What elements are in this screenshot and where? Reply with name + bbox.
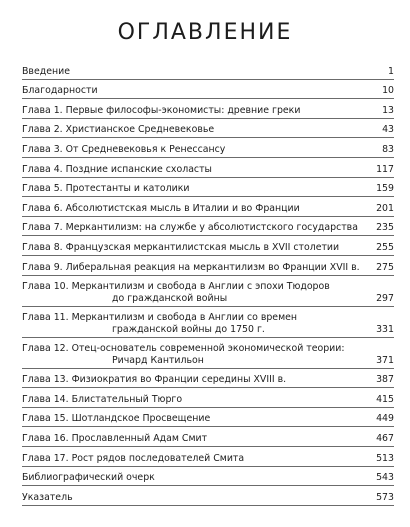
toc-entry [22, 217, 394, 237]
toc-entry-title [22, 374, 366, 386]
toc-entry [22, 236, 394, 256]
toc-entry-title-continuation: гражданской войны до 1750 г. [112, 323, 265, 335]
toc-entry-page-number: 1 [388, 65, 394, 77]
toc-entry-page-number: 43 [382, 124, 394, 136]
toc-entry-title-continuation: Ричард Кантильон [112, 354, 204, 366]
toc-entry-title-line: Глава 8. Французская меркантилистская мысль в XVII столетии [22, 241, 340, 253]
toc-entry [22, 427, 394, 447]
toc-entry-page-number: 371 [376, 354, 394, 366]
toc-entry [22, 119, 394, 139]
toc-entry-title-line: Введение [22, 65, 70, 77]
toc-entry [22, 388, 394, 408]
toc-entry-title [22, 164, 366, 176]
page-title: ОГЛАВЛЕНИЕ [117, 20, 293, 45]
toc-entry-title [22, 472, 366, 484]
toc-entry-page-number: 275 [376, 261, 394, 273]
toc-entry [22, 467, 394, 487]
toc-entry-title-line: Глава 10. Меркантилизм и свобода в Англии с эпохи Тюдоров [22, 280, 330, 292]
toc-entry-page-number: 573 [376, 491, 394, 503]
toc-entry-title-line: Глава 2. Христианское Средневековье [22, 124, 215, 136]
toc-entry-title [22, 85, 366, 97]
toc-entry-title-line: Указатель [22, 491, 73, 503]
toc-entry [22, 408, 394, 428]
toc-entry [22, 307, 394, 338]
toc-entry [22, 99, 394, 119]
toc-entry-title-line: Глава 1. Первые философы-экономисты: древние греки [22, 104, 301, 116]
toc-entry [22, 447, 394, 467]
toc-entry-page-number: 467 [376, 432, 394, 444]
toc-entry [22, 197, 394, 217]
toc-entry-page-number: 449 [376, 413, 394, 425]
toc-entry-page-number: 415 [376, 393, 394, 405]
toc-entry-title-line: Глава 4. Поздние испанские схоласты [22, 163, 212, 175]
toc-entry-title [22, 144, 366, 156]
toc-entry [22, 338, 394, 369]
toc-entry-page-number: 543 [376, 472, 394, 484]
toc-entry-title-line: Глава 15. Шотландское Просвещение [22, 413, 211, 425]
toc-entry-title [22, 203, 366, 215]
toc-entry-title-line: Глава 13. Физиократия во Франции середины XVIII в. [22, 374, 287, 386]
toc-entry [22, 178, 394, 198]
toc-entry-title [22, 433, 366, 445]
toc-entry-title [22, 413, 366, 425]
toc-entry-page-number: 13 [382, 104, 394, 116]
toc-entry-title-line: Благодарности [22, 85, 98, 97]
toc-entry-page-number: 297 [376, 292, 394, 304]
toc-entry [22, 158, 394, 178]
toc-entry-page-number: 83 [382, 143, 394, 155]
toc-entry-title-line: Глава 6. Абсолютистская мысль в Италии и во Франции [22, 202, 300, 214]
toc-entry-title-line: Глава 16. Прославленный Адам Смит [22, 432, 208, 444]
toc-entry-page-number: 235 [376, 222, 394, 234]
toc-entry-title-line: Глава 17. Рост рядов последователей Смита [22, 452, 245, 464]
toc-entry-page-number: 387 [376, 374, 394, 386]
toc-entry-page-number: 331 [376, 323, 394, 335]
toc-entry-page-number: 255 [376, 241, 394, 253]
toc-entry-title [22, 281, 366, 305]
toc-entry [22, 80, 394, 100]
toc-entry-title [22, 222, 366, 234]
toc-entry-title [22, 453, 366, 465]
toc-entry-title [22, 66, 366, 78]
toc-entry-title-line: Глава 14. Блистательный Тюрго [22, 393, 183, 405]
table-of-contents [22, 60, 394, 506]
toc-entry [22, 138, 394, 158]
toc-entry-page-number: 513 [376, 452, 394, 464]
toc-entry-title-line: Глава 3. От Средневековья к Ренессансу [22, 143, 226, 155]
toc-entry-page-number: 159 [376, 183, 394, 195]
toc-entry-page-number: 117 [376, 163, 394, 175]
toc-entry-title [22, 394, 366, 406]
toc-entry-title [22, 343, 366, 367]
toc-entry-title-line: Глава 11. Меркантилизм и свобода в Англии со времен [22, 311, 298, 323]
toc-entry [22, 486, 394, 506]
toc-entry [22, 60, 394, 80]
toc-entry-title [22, 105, 366, 117]
toc-entry-title [22, 262, 366, 274]
toc-entry-page-number: 10 [382, 85, 394, 97]
toc-entry-title-line: Глава 5. Протестанты и католики [22, 183, 190, 195]
toc-entry-title-line: Глава 12. Отец-основатель современной экономической теории: [22, 342, 345, 354]
toc-entry-title-continuation: до гражданской войны [112, 292, 228, 304]
toc-entry-title [22, 242, 366, 254]
toc-entry-title [22, 183, 366, 195]
toc-entry [22, 369, 394, 389]
toc-entry-title [22, 492, 366, 504]
toc-entry [22, 276, 394, 307]
toc-entry-title-line: Библиографический очерк [22, 472, 155, 484]
toc-entry-page-number: 201 [376, 202, 394, 214]
toc-entry [22, 256, 394, 276]
toc-entry-title-line: Глава 7. Меркантилизм: на службе у абсолютистского государства [22, 222, 358, 234]
toc-entry-title-line: Глава 9. Либеральная реакция на меркантилизм во Франции XVII в. [22, 261, 360, 273]
toc-entry-title [22, 312, 366, 336]
toc-entry-title [22, 124, 366, 136]
